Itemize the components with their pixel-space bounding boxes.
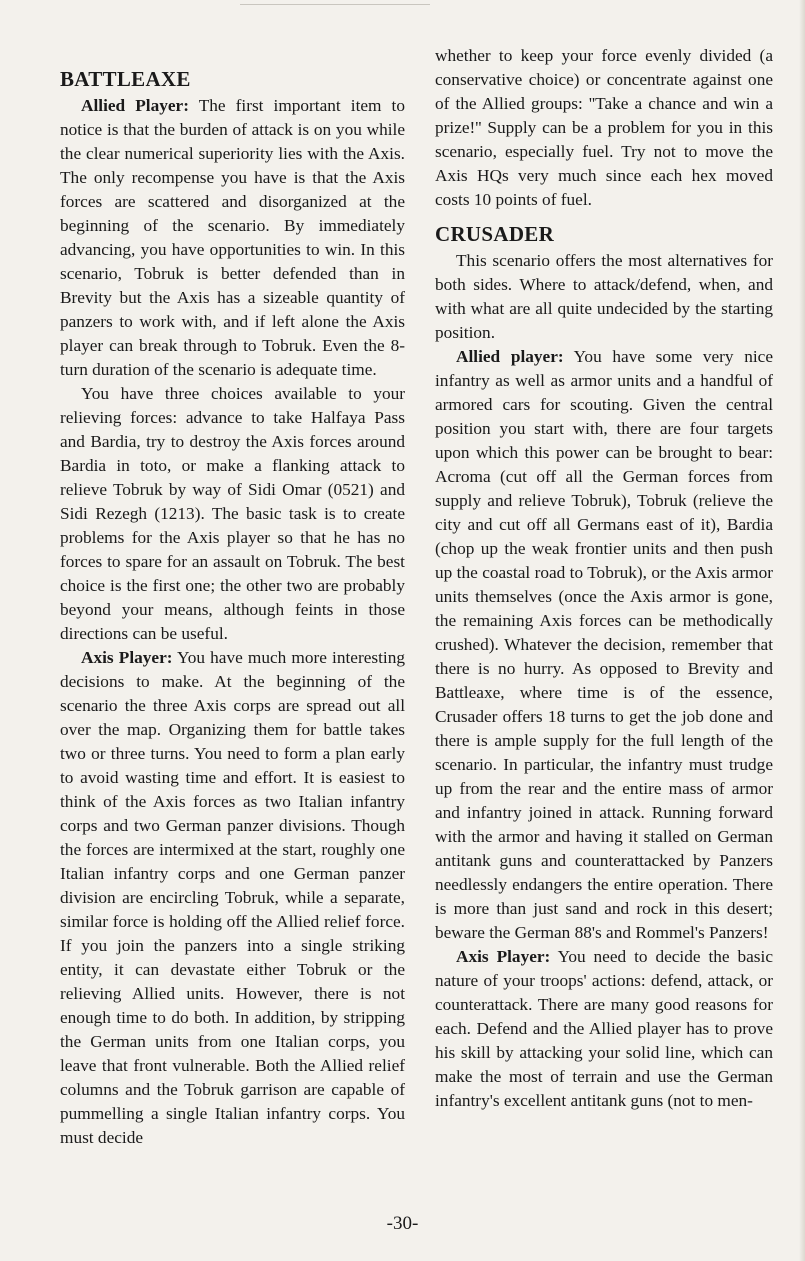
paragraph-three-choices: You have three choices available to your relieving forces: advance to take Halfaya Pass and Bardia, try to destroy the Axis forces around Bardia in toto, or make a flanking attack to relieve Tobruk by way of Sidi Omar (0521) and Sidi Rezegh (1213). The basic task is to create problems for the Axis player so that he has no forces to spare for an assault on Tobruk. The best choice is the first one; the other two are probably beyond your means, although feints in those directions can be useful. [60,384,405,643]
allied-player-text: The first important item to notice is that the burden of attack is on you while the clear numerical superiority lies with the Axis. The only recompense you have is that the Axis forces are scattered and disorganized at the beginning of the scenario. By immediately advancing, you have opportunities to win. In this scenario, Tobruk is better defended than in Brevity but the Axis has a sizeable quantity of panzers to work with, and if left alone the Axis player can break through to Tobruk. Even the 8-turn duration of the scenario is adequate time. [60,96,405,379]
paragraph-axis-player [60,646,405,1150]
heading-crusader: CRUSADER [435,222,555,246]
crusader-allied-label: Allied player: [456,347,564,366]
paragraph-allied-player [60,94,405,382]
axis-player-text: You have much more interesting decisions to make. At the beginning of the scenario the three Axis corps are spread out all over the map. Organizing them for battle takes two or three turns. You need to form a plan early to avoid wasting time and effort. It is easiest to think of the Axis forces as two Italian infantry corps and two German panzer divisions. Though the forces are intermixed at the start, roughly one Italian infantry corps and one German panzer division are encircling Tobruk, while a separate, similar force is holding off the Allied relief force. If you join the panzers into a single striking entity, it can devastate either Tobruk or the relieving Allied units. However, there is not enough time to do both. In addition, by stripping the German units from one Italian corps, you leave that front vulnerable. Both the Allied relief columns and the Tobruk garrison are capable of pummelling a single Italian infantry corps. You must decide [60,648,405,1147]
paragraph-continuation: whether to keep your force evenly divided (a conservative choice) or concentrate against one of the Allied groups: ''Take a chance and win a prize!'' Supply can be a problem for you in this scenario, especially fuel. Try not to move the Axis HQs very much since each hex moved costs 10 points of fuel. [435,46,773,209]
allied-player-label: Allied Player: [81,96,189,115]
paragraph-crusader-intro: This scenario offers the most alternatives for both sides. Where to attack/defend, when, and with what are all quite undecided by the starting position. [435,251,773,342]
crusader-allied-text: You have some very nice infantry as well as armor units and a handful of armored cars for scouting. Given the central position you start with, there are four targets upon which this power can be brought to bear: Acroma (cut off all the German forces from supply and relieve Tobruk), Tobruk (relieve the city and cut off all Germans east of it), Bardia (chop up the weak frontier units and then push up the coastal road to Tobruk), or the Axis armor units themselves (once the Axis armor is gone, the remaining Axis forces can be methodically crushed). Whatever the decision, remember that there is no hurry. As opposed to Brevity and Battleaxe, where time is of the essence, Crusader offers 18 turns to get the job done and there is ample supply for the full length of the scenario. In particular, the infantry must trudge up from the rear and the entire mass of armor and infantry joined in attack. Running forward with the armor and having it stalled on German antitank guns and counterattacked by Panzers needlessly endangers the entire operation. There is more than just sand and rock in this desert; beware the German 88's and Rommel's Panzers! [435,347,773,942]
crusader-axis-text: You need to decide the basic nature of your troops' actions: defend, attack, or counterattack. There are many good reasons for each. Defend and the Allied player has to prove his skill by attacking your solid line, which can make the most of terrain and use the German infantry's excellent antitank guns (not to men- [435,947,774,1110]
page-edge-shadow [799,0,805,1261]
left-column [60,45,405,1150]
axis-player-label: Axis Player: [81,648,173,667]
paragraph-crusader-allied [435,345,773,945]
paragraph-crusader-axis [435,945,773,1113]
crusader-axis-label: Axis Player: [456,947,551,966]
top-rule [240,4,430,5]
right-column [435,44,773,1113]
page-number: -30- [386,1213,419,1234]
heading-battleaxe: BATTLEAXE [60,67,191,91]
